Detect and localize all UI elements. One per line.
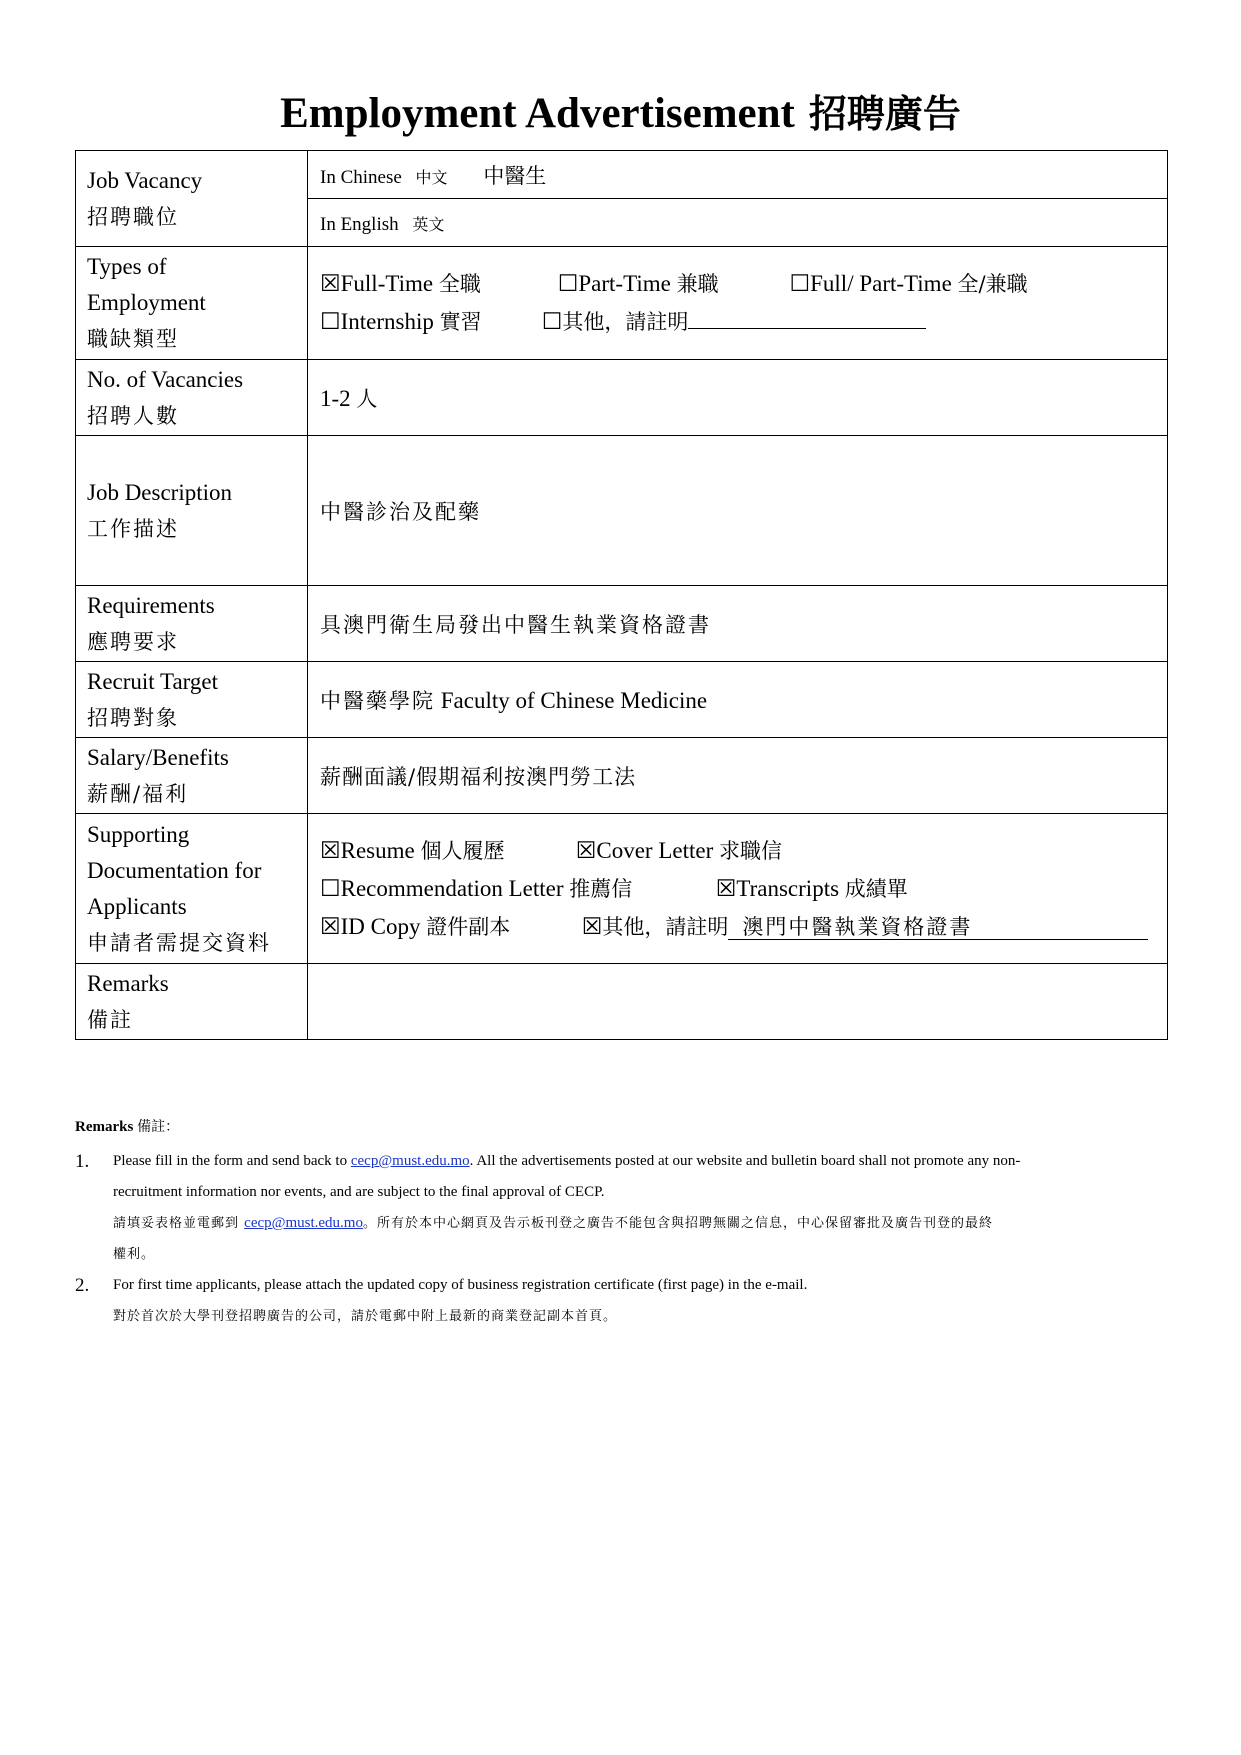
description-label-en: Job Description: [87, 479, 233, 505]
option-full-time-en: Full-Time: [340, 271, 434, 296]
employment-type-label-en-1: Types of: [87, 254, 167, 279]
recruit-target-value-en: Faculty of Chinese Medicine: [440, 687, 708, 713]
remarks-value[interactable]: [308, 964, 1168, 1040]
doc-cover-letter[interactable]: [576, 832, 782, 870]
recruit-target-label: [76, 662, 308, 738]
footnote-1: [75, 1146, 1175, 1270]
documents-label-en-1: Supporting: [87, 821, 190, 847]
footnote-1-number: 1.: [75, 1151, 90, 1172]
checkbox-checked-icon: ☒: [320, 913, 341, 939]
employment-type-label-en-2: Employment: [87, 290, 206, 315]
checkbox-checked-icon: ☒: [715, 875, 737, 901]
documents-label: [76, 814, 308, 964]
documents-options: [308, 814, 1168, 964]
remarks-label-cn: 備註: [87, 1007, 133, 1032]
doc-transcripts-en: Transcripts: [736, 875, 840, 901]
job-vacancy-chinese-field[interactable]: [308, 151, 1168, 199]
doc-other-value[interactable]: 澳門中醫執業資格證書: [728, 915, 1148, 940]
footnote-1-text-a: Please fill in the form and send back to: [113, 1153, 348, 1169]
option-full-time[interactable]: [320, 265, 552, 303]
vacancies-row: [76, 360, 1168, 436]
checkbox-checked-icon: ☒: [320, 837, 341, 863]
checkbox-icon: ☐: [320, 309, 341, 334]
vacancies-label-en: No. of Vacancies: [87, 366, 244, 392]
email-link[interactable]: cecp@must.edu.mo: [350, 1153, 470, 1169]
title-english: Employment Advertisement: [280, 90, 795, 137]
description-label-cn: 工作描述: [87, 516, 179, 541]
vacancies-label: [76, 360, 308, 436]
chinese-field-value: 中醫生: [483, 163, 547, 188]
job-vacancy-english-field[interactable]: [308, 199, 1168, 247]
job-vacancy-label: [76, 151, 308, 247]
doc-cover-letter-en: Cover Letter: [596, 837, 714, 863]
title-chinese: 招聘廣告: [808, 91, 961, 136]
job-vacancy-label-cn: 招聘職位: [87, 204, 179, 229]
doc-resume[interactable]: [320, 832, 570, 870]
footnote-2-cn: 對於首次於大學刊登招聘廣告的公司，請於電郵中附上最新的商業登記副本首頁。: [113, 1309, 618, 1324]
employment-type-label-cn: 職缺類型: [87, 327, 179, 351]
option-part-time-en: Part-Time: [578, 271, 671, 296]
requirements-value-cell: [308, 586, 1168, 662]
footnotes-heading-cn: 備註：: [137, 1119, 180, 1135]
footnotes-heading-en: Remarks: [75, 1119, 134, 1135]
requirements-label-cn: 應聘要求: [87, 629, 179, 654]
footnote-2: [75, 1270, 1175, 1332]
description-value-cell: [308, 436, 1168, 586]
option-internship-en: Internship: [340, 309, 434, 334]
option-full-part-time[interactable]: [790, 265, 1028, 303]
option-internship[interactable]: [320, 303, 536, 341]
documents-label-en-2: Documentation for: [87, 857, 262, 883]
checkbox-icon: ☐: [789, 271, 811, 296]
page-title: [0, 88, 1241, 140]
doc-id-copy-cn: 證件副本: [426, 914, 511, 939]
description-label: [76, 436, 308, 586]
employment-type-row: [76, 247, 1168, 360]
job-vacancy-row-chinese: [76, 151, 1168, 199]
footnote-1-cn-b: 。所有於本中心網頁及告示板刊登之廣告不能包含與招聘無關之信息，中心保留審批及廣告刊登的最終: [362, 1216, 993, 1231]
employment-type-label: [76, 247, 308, 360]
footnote-1-text-c: recruitment information nor events, and are subject to the final approval of CECP.: [113, 1184, 605, 1200]
email-link-cn[interactable]: cecp@must.edu.mo: [244, 1215, 363, 1231]
option-internship-cn: 實習: [439, 310, 482, 334]
english-field-label-cn: 英文: [412, 214, 445, 234]
requirements-label-en: Requirements: [87, 592, 215, 618]
job-vacancy-label-en: Job Vacancy: [87, 167, 203, 193]
vacancies-value: [308, 360, 1168, 436]
salary-row: [76, 738, 1168, 814]
doc-resume-en: Resume: [340, 837, 415, 863]
doc-id-copy-en: ID Copy: [340, 913, 421, 939]
description-value: 中醫診治及配藥: [320, 499, 481, 524]
option-full-time-cn: 全職: [438, 272, 481, 296]
chinese-field-label-cn: 中文: [415, 167, 448, 187]
option-part-time[interactable]: [558, 265, 784, 303]
other-specify-blank[interactable]: [688, 308, 926, 329]
footnote-1-cn-c: 權利。: [113, 1247, 156, 1262]
recruit-target-value-cell: [308, 662, 1168, 738]
english-field-label: In English: [320, 213, 399, 235]
doc-recommendation[interactable]: [320, 870, 710, 908]
salary-value: 薪酬面議/假期福利按澳門勞工法: [320, 764, 637, 789]
doc-resume-cn: 個人履歷: [420, 838, 505, 863]
recruit-target-label-cn: 招聘對象: [87, 705, 179, 730]
doc-transcripts-cn: 成績單: [844, 876, 908, 901]
option-other-cn: 其他，請註明: [562, 310, 689, 334]
salary-label: [76, 738, 308, 814]
vacancies-unit: 人: [356, 386, 378, 411]
doc-other[interactable]: [582, 908, 1149, 946]
footnote-2-number: 2.: [75, 1275, 90, 1296]
recruit-target-label-en: Recruit Target: [87, 668, 219, 694]
option-other[interactable]: [542, 303, 927, 341]
footnotes: [75, 1116, 1175, 1332]
footnote-1-cn-a: 請填妥表格並電郵到: [113, 1216, 240, 1231]
checkbox-checked-icon: ☒: [320, 271, 341, 296]
documents-label-en-3: Applicants: [87, 893, 187, 919]
checkbox-icon: ☐: [320, 875, 341, 901]
description-row: [76, 436, 1168, 586]
option-full-part-time-cn: 全/兼職: [957, 272, 1028, 296]
requirements-value: 具澳門衛生局發出中醫生執業資格證書: [320, 612, 711, 637]
salary-label-en: Salary/Benefits: [87, 744, 229, 770]
checkbox-icon: ☐: [557, 271, 579, 296]
doc-other-cn: 其他，請註明: [602, 914, 729, 939]
remarks-label-en: Remarks: [87, 970, 169, 996]
doc-cover-letter-cn: 求職信: [719, 838, 782, 863]
vacancies-number: 1-2: [320, 385, 351, 411]
remarks-row: [76, 964, 1168, 1040]
doc-transcripts[interactable]: [716, 870, 908, 908]
footnote-2-text: For first time applicants, please attach the updated copy of business registration certificate (first page) in the e-mail.: [113, 1277, 808, 1293]
checkbox-icon: ☐: [541, 309, 563, 334]
requirements-row: [76, 586, 1168, 662]
checkbox-checked-icon: ☒: [575, 837, 597, 863]
chinese-field-label: In Chinese: [320, 166, 402, 188]
footnotes-heading: [75, 1116, 1175, 1136]
option-part-time-cn: 兼職: [676, 272, 719, 296]
salary-value-cell: [308, 738, 1168, 814]
doc-id-copy[interactable]: [320, 908, 576, 946]
salary-label-cn: 薪酬/福利: [87, 781, 189, 806]
requirements-label: [76, 586, 308, 662]
documents-row: [76, 814, 1168, 964]
footnote-1-text-b: . All the advertisements posted at our website and bulletin board shall not promote any non-: [469, 1153, 1021, 1169]
doc-recommendation-cn: 推薦信: [569, 876, 633, 901]
option-full-part-time-en: Full/ Part-Time: [810, 271, 952, 296]
checkbox-checked-icon: ☒: [581, 913, 603, 939]
recruit-target-value-cn: 中醫藥學院: [320, 688, 435, 713]
recruit-target-row: [76, 662, 1168, 738]
employment-type-options: [308, 247, 1168, 360]
job-ad-form: [75, 150, 1168, 1040]
documents-label-cn: 申請者需提交資料: [87, 930, 271, 955]
doc-recommendation-en: Recommendation Letter: [340, 875, 564, 901]
remarks-label: [76, 964, 308, 1040]
vacancies-label-cn: 招聘人數: [87, 403, 179, 428]
